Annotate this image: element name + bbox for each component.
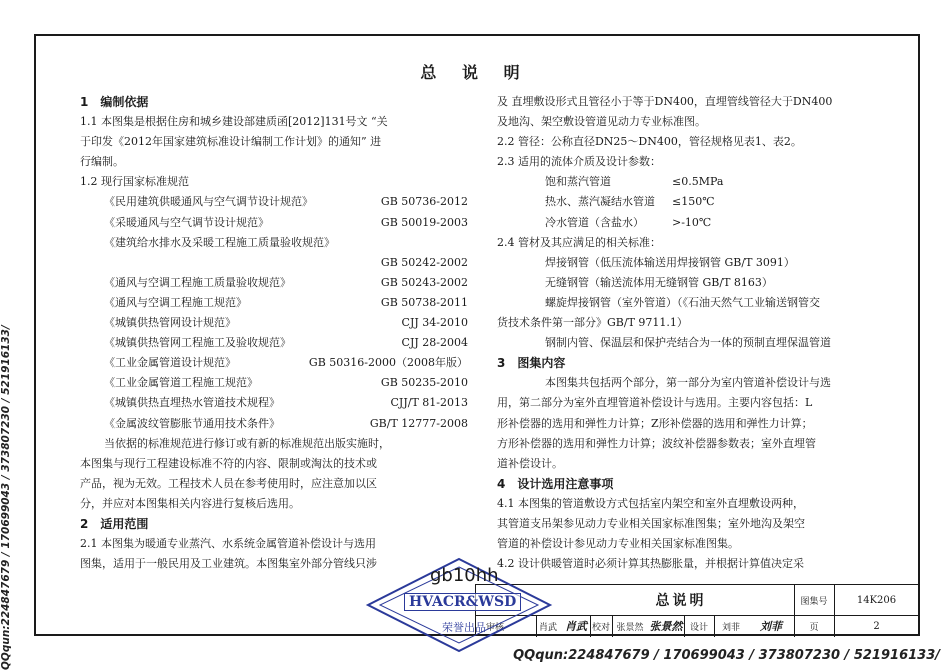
standard-row <box>80 213 468 233</box>
standard-code: GB/T 12777-2008 <box>369 416 468 430</box>
standard-name: 《通风与空调工程施工质量验收规范》 <box>104 275 291 289</box>
text-line: 1.2 现行国家标准规范 <box>80 175 189 189</box>
left-column <box>80 92 468 574</box>
standard-name: 《工业金属管道设计规范》 <box>104 356 236 370</box>
text-line: 产品，视为无效。工程技术人员在参考使用时，应注意加以区 <box>80 476 377 490</box>
watermark-top: gb10hh <box>430 565 499 586</box>
text-line: 用，第二部分为室外直埋管道补偿设计与选用。主要内容包括：L <box>497 396 813 410</box>
text-line: 2.4 管材及其应满足的相关标准： <box>497 235 661 249</box>
text-line: 4.2 设计供暖管道时必须计算其热膨胀量，并根据计算值决定采 <box>497 557 804 571</box>
section-heading: 3 图集内容 <box>497 356 566 371</box>
standard-code: GB 50019-2003 <box>380 215 468 229</box>
atlas-number: 14K206 <box>856 594 897 606</box>
text-line: 无缝钢管（输送流体用无缝钢管 GB/T 8163） <box>545 275 773 289</box>
standard-name: 《采暖通风与空气调节设计规范》 <box>104 215 269 229</box>
standard-code: GB 50235-2010 <box>380 376 468 390</box>
audit-label: 审核 <box>485 622 504 633</box>
text-line: 及 直埋敷设形式且管径小于等于DN400，直埋管线管径大于DN400 <box>497 95 833 108</box>
text-line: 2.2 管径：公称直径DN25～DN400，管径规格见表1、表2。 <box>497 135 802 149</box>
section-heading: 2 适用范围 <box>80 516 149 531</box>
auditor-name: 肖武 <box>538 622 557 633</box>
standard-name: 《工业金属管道工程施工规范》 <box>104 376 258 390</box>
medium-value: >-10℃ <box>672 215 712 229</box>
medium-value: ≤150℃ <box>672 195 715 209</box>
standard-name: 《金属波纹管膨胀节通用技术条件》 <box>104 416 280 430</box>
standard-name: 《民用建筑供暖通风与空气调节设计规范》 <box>104 195 313 209</box>
checker-signature: 张景然 <box>649 620 683 633</box>
standard-code: CJJ 28-2004 <box>401 336 468 350</box>
standard-name: 《城镇供热直埋热水管道技术规程》 <box>104 396 280 410</box>
text-line: 于印发《2012年国家建筑标准设计编制工作计划》的通知” 进 <box>80 135 382 149</box>
page-number: 2 <box>873 620 880 632</box>
medium-row <box>497 172 901 192</box>
text-line: 管道的补偿设计参见动力专业相关国家标准图集。 <box>497 537 739 551</box>
standard-row <box>80 393 468 413</box>
standard-code: CJJ 34-2010 <box>401 316 468 330</box>
standard-code: GB 50316-2000（2008年版） <box>308 356 468 370</box>
text-line: 1.1 本图集是根据住房和城乡建设部建质函[2012]131号文 “关 <box>80 115 388 129</box>
medium-value: ≤0.5MPa <box>672 175 724 189</box>
medium-name: 热水、蒸汽凝结水管道 <box>545 195 655 209</box>
text-line: 形补偿器的选用和弹性力计算；Z形补偿器的选用和弹性力计算； <box>497 416 813 430</box>
standard-code: GB 50738-2011 <box>380 295 468 309</box>
standard-row <box>80 293 468 313</box>
standard-code: CJJ/T 81-2013 <box>390 396 468 410</box>
standard-row <box>80 414 468 434</box>
standard-code: GB 50242-2002 <box>380 255 468 269</box>
bottom-watermark-text: QQqun:224847679 / 170699043 / 373807230 / 521916133/ <box>513 648 940 663</box>
text-line: 货技术条件第一部分》GB/T 9711.1） <box>497 316 688 330</box>
text-line: 道补偿设计。 <box>497 456 563 470</box>
text-line: 当依据的标准规范进行修订或有新的标准规范出版实施时， <box>104 436 390 450</box>
medium-row <box>497 213 901 233</box>
standard-code: GB 50736-2012 <box>380 195 468 209</box>
text-line: 螺旋焊接钢管（室外管道）（《石油天然气工业输送钢管交 <box>545 295 820 309</box>
page-title: 总 说 明 <box>420 63 530 82</box>
text-line: 4.1 本图集的管道敷设方式包括室内架空和室外直埋敷设两种， <box>497 496 804 510</box>
standard-row <box>80 313 468 333</box>
side-watermark-text: QQqun:224847679 / 170699043 / 373807230 / 521916133/ <box>0 325 12 670</box>
text-line: 及地沟、架空敷设管道见动力专业标准图。 <box>497 115 706 129</box>
atlas-label: 图集号 <box>800 596 828 607</box>
text-line: 2.1 本图集为暖通专业蒸汽、水系统金属管道补偿设计与选用 <box>80 537 376 551</box>
text-line: 分，并应对本图集相关内容进行复核后选用。 <box>80 496 300 510</box>
checker-name: 张景然 <box>616 622 644 633</box>
text-line: 本图集共包括两个部分，第一部分为室内管道补偿设计与选 <box>545 376 831 390</box>
medium-name: 饱和蒸汽管道 <box>545 175 611 189</box>
text-line: 其管道支吊架参见动力专业相关国家标准图集；室外地沟及架空 <box>497 516 805 530</box>
medium-row <box>497 192 901 212</box>
standard-row <box>80 353 468 373</box>
standard-row <box>80 192 468 212</box>
standard-row <box>80 333 468 353</box>
text-line: 图集，适用于一般民用及工业建筑。本图集室外部分管线只涉 <box>80 557 377 571</box>
text-line: 本图集与现行工程建设标准不符的内容、限制或淘汰的技术或 <box>80 456 377 470</box>
text-line: 2.3 适用的流体介质及设计参数： <box>497 155 661 169</box>
check-label: 校对 <box>591 622 610 633</box>
standard-name: 《通风与空调工程施工规范》 <box>104 295 247 309</box>
standard-name: 《城镇供热管网设计规范》 <box>104 316 236 330</box>
watermark-bottom: 荣誉出品 <box>442 621 486 634</box>
medium-name: 冷水管道（含盐水） <box>545 215 644 229</box>
designer-name: 刘菲 <box>721 622 740 633</box>
section-heading: 4 设计选用注意事项 <box>497 476 614 491</box>
text-line: 行编制。 <box>80 155 124 169</box>
text-line: 方形补偿器的选用和弹性力计算；波纹补偿器参数表；室外直埋管 <box>497 436 816 450</box>
standard-row <box>80 273 468 293</box>
right-column <box>497 92 901 574</box>
designer-signature: 刘菲 <box>760 620 782 633</box>
standard-name: 《建筑给水排水及采暖工程施工质量验收规范》 <box>104 235 335 249</box>
drawing-title: 总说明 <box>655 593 707 609</box>
watermark-middle: HVACR&WSD <box>404 593 521 611</box>
standard-row <box>80 373 468 393</box>
page-label: 页 <box>809 622 819 633</box>
text-line: 钢制内管、保温层和保护壳结合为一体的预制直埋保温管道 <box>545 336 831 350</box>
standard-code: GB 50243-2002 <box>380 275 468 289</box>
watermark-stamp <box>364 555 554 655</box>
design-label: 设计 <box>689 622 708 633</box>
section-heading: 1 编制依据 <box>80 95 149 109</box>
text-line: 焊接钢管（低压流体输送用焊接钢管 GB/T 3091） <box>545 255 795 269</box>
standard-name: 《城镇供热管网工程施工及验收规范》 <box>104 336 291 350</box>
auditor-signature: 肖武 <box>565 620 587 633</box>
